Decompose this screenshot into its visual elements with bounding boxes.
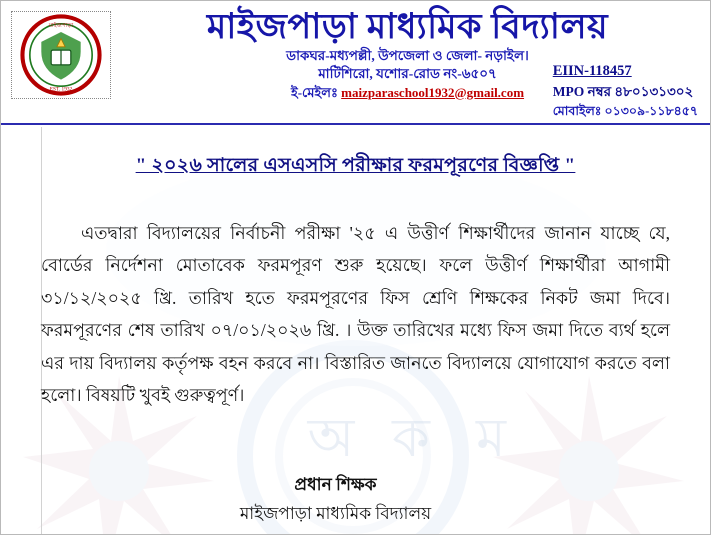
watermark-char-center: ক	[392, 408, 430, 468]
school-name: মাইজপাড়া মাধ্যমিক বিদ্যালয়	[206, 7, 609, 46]
signature-designation: প্রধান শিক্ষক	[294, 475, 377, 495]
school-address-line-2: মাটিশিরো, যশোর-রোড নং-৬৫০৭	[318, 66, 497, 82]
letterhead	[1, 1, 710, 125]
school-email-link[interactable]: maizparaschool1932@gmail.com	[341, 84, 525, 100]
svg-text:EST. 1932: EST. 1932	[49, 86, 73, 93]
notice-title: " ২০২৬ সালের এসএসসি পরীক্ষার ফরমপূরণের বিজ্ঞপ্তি "	[135, 155, 576, 176]
school-crest-icon	[20, 14, 102, 96]
notice-content	[1, 125, 710, 411]
mobile-number: মোবাইলঃ ০১৩০৯-১১৮৪৫৭	[552, 103, 698, 118]
signature-block	[1, 471, 710, 529]
mpo-number: MPO নম্বর ৪৮০১৩১৩০২	[552, 84, 694, 100]
eiin-number: EIIN-118457	[552, 63, 632, 79]
email-label: ই-মেইলঃ	[290, 84, 338, 100]
watermark-char-right: ম	[476, 408, 506, 468]
svg-text:মাইজপাড়া: মাইজপাড়া	[48, 23, 74, 30]
school-address-line-1: ডাকঘর-মধ্যপল্লী, উপজেলা ও জেলা- নড়াইল।	[286, 48, 529, 64]
letterhead-right-block	[553, 61, 698, 120]
signature-institution: মাইজপাড়া মাধ্যমিক বিদ্যালয়	[239, 504, 432, 524]
school-logo	[11, 11, 111, 99]
watermark-char-left: অ	[307, 408, 355, 468]
notice-body-text: এতদ্বারা বিদ্যালয়ের নির্বাচনী পরীক্ষা '২৫ এ উত্তীর্ণ শিক্ষার্থীদের জানান যাচ্ছে যে, বোর্ডের নির্দেশনা মোতাবেক ফরমপূরণ শুরু হয়েছে। ফলে উত্তীর্ণ শিক্ষার্থীরা আগামী ৩১/১২/২০২৫ খ্রি. তারিখ হতে ফরমপূরণের ফিস শ্রেণি শিক্ষকের নিকট জমা দিবে। ফরমপূরণের শেষ তারিখ ০৭/০১/২০২৬ খ্রি. । উক্ত তারিখের মধ্যে ফিস জমা দিতে ব্যর্থ হলে এর দায় বিদ্যালয় কর্তৃপক্ষ বহন করবে না। বিস্তারিত জানতে বিদ্যালয়ে যোগাযোগ করতে বলা হলো। বিষয়টি খুবই গুরুত্বপূর্ণ।	[41, 223, 670, 405]
